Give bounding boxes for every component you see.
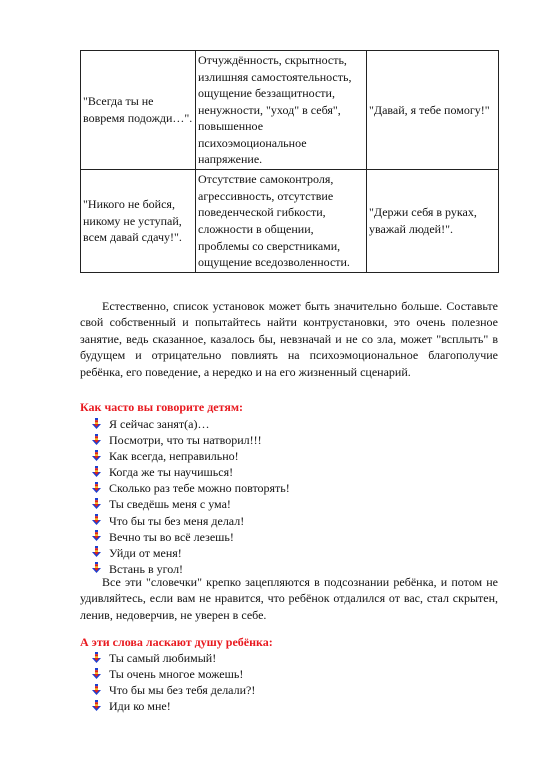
list-item-text: Что бы ты без меня делал! <box>109 513 245 528</box>
list-item <box>92 698 255 714</box>
list-item-text: Иди ко мне! <box>109 699 171 714</box>
negative-phrases-list <box>92 416 290 577</box>
list-item-text: Вечно ты во всё лезешь! <box>109 529 234 544</box>
list-item-text: Ты самый любимый! <box>109 651 217 665</box>
attitudes-table <box>80 50 499 273</box>
arrow-down-bullet-icon <box>92 466 101 477</box>
arrow-down-bullet-icon <box>92 514 101 525</box>
list-item <box>92 416 290 432</box>
table-row <box>81 51 499 170</box>
arrow-down-bullet-icon <box>92 668 101 679</box>
list-item <box>92 448 290 464</box>
arrow-down-bullet-icon <box>92 498 101 509</box>
list-item <box>92 496 290 512</box>
table-cell-consequence: Отсутствие самоконтроля, агрессивность, отсутствие поведенческой гибкости, сложности в общении, проблемы со сверстниками, ощущение вседозволенности. <box>196 170 367 273</box>
arrow-down-bullet-icon <box>92 546 101 557</box>
arrow-down-bullet-icon <box>92 418 101 429</box>
arrow-down-bullet-icon <box>92 434 101 445</box>
arrow-down-bullet-icon <box>92 652 101 663</box>
heading-kind-words: А эти слова ласкают душу ребёнка: <box>80 635 273 649</box>
list-item-text: Как всегда, неправильно! <box>109 449 239 464</box>
arrow-down-bullet-icon <box>92 482 101 493</box>
arrow-down-bullet-icon <box>92 684 101 695</box>
list-item <box>92 464 290 480</box>
list-item <box>92 529 290 545</box>
table-cell-counter: "Давай, я тебе помогу!" <box>367 51 499 170</box>
arrow-down-bullet-icon <box>92 700 101 711</box>
arrow-down-bullet-icon <box>92 450 101 461</box>
table-row <box>81 170 499 273</box>
list-item <box>92 682 255 698</box>
list-item <box>92 480 290 496</box>
table-cell-phrase: "Всегда ты не вовремя подожди…". <box>81 51 196 170</box>
list-item-text: Сколько раз тебе можно повторять! <box>109 481 290 496</box>
list-item-text: Встань в угол! <box>109 561 184 576</box>
list-item-text: Что бы мы без тебя делали?! <box>109 683 256 698</box>
list-item <box>92 666 255 682</box>
list-item <box>92 432 290 448</box>
paragraph-consequences: Все эти "словечки" крепко зацепляются в подсознании ребёнка, и потом не удивляйтесь, если вам не нравится, что ребёнок отдалился от вас, стал скрытен, ленив, недоверчив, не уверен в себе. <box>80 575 498 622</box>
table-cell-counter: "Держи себя в руках, уважай людей!". <box>367 170 499 273</box>
list-item <box>92 545 290 561</box>
table-cell-phrase: "Никого не бойся, никому не уступай, всем давай сдачу!". <box>81 170 196 273</box>
kind-words-list <box>92 650 255 714</box>
list-item-text: Уйди от меня! <box>109 545 182 560</box>
list-item <box>92 513 290 529</box>
list-item-text: Посмотри, что ты натворил!!! <box>109 433 262 448</box>
list-item-text: Ты сведёшь меня с ума! <box>109 497 231 512</box>
list-item-text: Когда же ты научишься! <box>109 465 234 480</box>
heading-negative-phrases: Как часто вы говорите детям: <box>80 400 243 414</box>
list-item-text: Я сейчас занят(а)… <box>109 417 210 431</box>
arrow-down-bullet-icon <box>92 562 101 573</box>
table-cell-consequence: Отчуждённость, скрытность, излишняя самостоятельность, ощущение беззащитности, ненужности, "уход" в себя", повышенное психоэмоциональное напряжение. <box>196 51 367 170</box>
list-item <box>92 650 255 666</box>
paragraph-intro: Естественно, список установок может быть значительно больше. Составьте свой собственный и попытайтесь найти контрустановки, это очень полезное занятие, ведь сказанное, казалось бы, невзначай и не со зла, может "всплыть" в будущем и отрицательно повлиять на психоэмоциональное благополучие ребёнка, его поведение, а нередко и на его жизненный сценарий. <box>80 299 498 379</box>
list-item-text: Ты очень многое можешь! <box>109 667 244 682</box>
arrow-down-bullet-icon <box>92 530 101 541</box>
